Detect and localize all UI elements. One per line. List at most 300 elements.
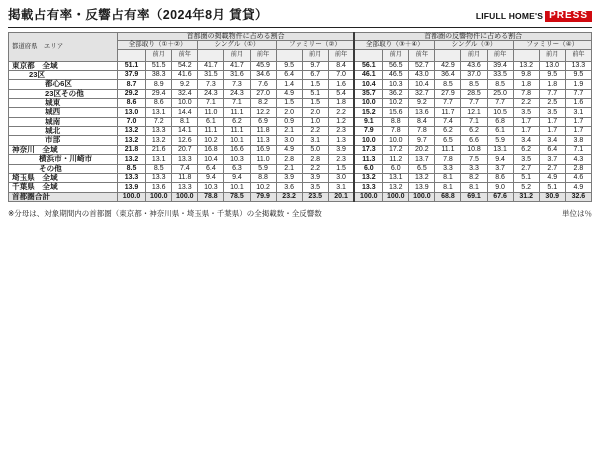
cell: 21.6 <box>146 145 172 154</box>
cell: 7.8 <box>435 155 461 164</box>
subheader-all-listing: 全部取り（①＋②） <box>117 41 198 49</box>
cell: 51.1 <box>117 61 145 70</box>
cell: 2.5 <box>539 99 565 108</box>
cell: 16.6 <box>224 145 250 154</box>
cell: 10.8 <box>461 145 487 154</box>
cell: 9.4 <box>224 173 250 182</box>
cell: 20.1 <box>328 192 354 201</box>
cell: 5.1 <box>302 89 328 98</box>
cell: 8.4 <box>409 117 435 126</box>
cell: 7.1 <box>461 117 487 126</box>
cell: 3.5 <box>302 183 328 192</box>
table-row <box>9 136 592 145</box>
row-label: 城東 <box>9 99 118 108</box>
subheader-single-listing: シングル（①） <box>198 41 276 49</box>
cell: 6.2 <box>461 127 487 136</box>
cell: 3.0 <box>276 136 302 145</box>
cell: 11.1 <box>224 127 250 136</box>
page-title: 掲載占有率・反響占有率（2024年8月 賃貸） <box>8 8 268 22</box>
cell: 1.7 <box>539 117 565 126</box>
yr-prev-month-6: 前月 <box>539 49 565 61</box>
cell: 15.2 <box>354 108 382 117</box>
cell: 2.1 <box>276 164 302 173</box>
cell: 13.3 <box>117 173 145 182</box>
cell: 7.7 <box>487 99 513 108</box>
cell: 5.2 <box>513 183 539 192</box>
cell: 11.0 <box>250 155 276 164</box>
cell: 1.8 <box>328 99 354 108</box>
cell: 14.4 <box>172 108 198 117</box>
cell: 6.4 <box>539 145 565 154</box>
cell: 3.0 <box>328 173 354 182</box>
cell: 13.3 <box>172 183 198 192</box>
cell: 45.9 <box>250 61 276 70</box>
cell: 4.9 <box>539 173 565 182</box>
cell: 7.1 <box>565 145 591 154</box>
cell: 2.2 <box>513 99 539 108</box>
table-row <box>9 108 592 117</box>
cell: 8.6 <box>117 99 145 108</box>
cell: 51.5 <box>146 61 172 70</box>
cell: 13.2 <box>409 173 435 182</box>
cell: 10.2 <box>198 136 224 145</box>
cell: 8.8 <box>250 173 276 182</box>
cell: 7.2 <box>146 117 172 126</box>
table-row <box>9 71 592 80</box>
row-label: 都心6区 <box>9 80 118 89</box>
cell: 6.5 <box>435 136 461 145</box>
yr-prev-year-2: 前年 <box>250 49 276 61</box>
cell: 5.4 <box>328 89 354 98</box>
cell: 8.5 <box>487 80 513 89</box>
cell: 29.4 <box>146 89 172 98</box>
cell: 11.8 <box>172 173 198 182</box>
brand-press-badge: PRESS <box>545 11 592 22</box>
yr-prev-month-5: 前月 <box>461 49 487 61</box>
cell: 1.5 <box>302 80 328 89</box>
cell: 3.3 <box>435 164 461 173</box>
cell: 3.7 <box>487 164 513 173</box>
cell: 24.3 <box>224 89 250 98</box>
cell: 7.1 <box>198 99 224 108</box>
cell: 8.2 <box>250 99 276 108</box>
cell: 6.9 <box>250 117 276 126</box>
cell: 3.6 <box>276 183 302 192</box>
yr-blank-2 <box>198 49 224 61</box>
cell: 3.7 <box>539 155 565 164</box>
cell: 13.2 <box>117 136 145 145</box>
cell: 78.5 <box>224 192 250 201</box>
cell: 30.9 <box>539 192 565 201</box>
cell: 13.2 <box>513 61 539 70</box>
cell: 1.4 <box>276 80 302 89</box>
cell: 100.0 <box>172 192 198 201</box>
yr-blank-6 <box>513 49 539 61</box>
cell: 37.0 <box>461 71 487 80</box>
corner-label: 都道府県 エリア <box>9 32 118 61</box>
cell: 25.0 <box>487 89 513 98</box>
table-row <box>9 61 592 70</box>
cell: 10.4 <box>354 80 382 89</box>
document-header <box>8 6 592 24</box>
table-row <box>9 145 592 154</box>
cell: 6.5 <box>409 164 435 173</box>
cell: 32.7 <box>409 89 435 98</box>
cell: 16.9 <box>250 145 276 154</box>
cell: 3.1 <box>328 183 354 192</box>
cell: 8.5 <box>461 80 487 89</box>
cell: 7.3 <box>224 80 250 89</box>
cell: 8.1 <box>172 117 198 126</box>
table-row <box>9 173 592 182</box>
table-row <box>9 80 592 89</box>
table-row <box>9 117 592 126</box>
cell: 1.5 <box>276 99 302 108</box>
yr-prev-month-3: 前月 <box>302 49 328 61</box>
cell: 36.2 <box>383 89 409 98</box>
cell: 0.9 <box>276 117 302 126</box>
cell: 36.4 <box>435 71 461 80</box>
table-row <box>9 192 592 201</box>
cell: 41.7 <box>224 61 250 70</box>
cell: 31.2 <box>513 192 539 201</box>
cell: 23.5 <box>302 192 328 201</box>
cell: 6.1 <box>198 117 224 126</box>
cell: 10.0 <box>354 136 382 145</box>
cell: 9.7 <box>302 61 328 70</box>
cell: 11.2 <box>383 155 409 164</box>
cell: 13.3 <box>146 127 172 136</box>
cell: 43.0 <box>409 71 435 80</box>
cell: 6.8 <box>487 117 513 126</box>
yr-prev-month-2: 前月 <box>224 49 250 61</box>
cell: 10.5 <box>487 108 513 117</box>
row-label: 23区その他 <box>9 89 118 98</box>
cell: 2.7 <box>513 164 539 173</box>
cell: 11.8 <box>250 127 276 136</box>
cell: 24.3 <box>198 89 224 98</box>
cell: 32.4 <box>172 89 198 98</box>
subheader-single-response: シングル（③） <box>435 41 513 49</box>
cell: 32.6 <box>565 192 591 201</box>
cell: 8.9 <box>146 80 172 89</box>
cell: 7.5 <box>461 155 487 164</box>
cell: 6.0 <box>354 164 382 173</box>
cell: 34.6 <box>250 71 276 80</box>
cell: 11.1 <box>435 145 461 154</box>
cell: 43.6 <box>461 61 487 70</box>
cell: 67.6 <box>487 192 513 201</box>
cell: 13.1 <box>487 145 513 154</box>
cell: 7.4 <box>172 164 198 173</box>
cell: 1.8 <box>539 80 565 89</box>
cell: 46.5 <box>383 71 409 80</box>
cell: 7.7 <box>435 99 461 108</box>
cell: 10.0 <box>172 99 198 108</box>
cell: 56.5 <box>383 61 409 70</box>
cell: 9.5 <box>565 71 591 80</box>
cell: 11.1 <box>198 127 224 136</box>
cell: 13.1 <box>383 173 409 182</box>
cell: 6.0 <box>383 164 409 173</box>
cell: 16.8 <box>198 145 224 154</box>
cell: 5.9 <box>487 136 513 145</box>
cell: 8.6 <box>487 173 513 182</box>
cell: 2.7 <box>539 164 565 173</box>
yr-prev-year-4: 前年 <box>409 49 435 61</box>
cell: 10.4 <box>198 155 224 164</box>
cell: 31.5 <box>198 71 224 80</box>
cell: 33.5 <box>487 71 513 80</box>
cell: 11.1 <box>224 108 250 117</box>
cell: 10.3 <box>198 183 224 192</box>
row-label: 城西 <box>9 108 118 117</box>
cell: 11.3 <box>354 155 382 164</box>
cell: 1.7 <box>539 127 565 136</box>
cell: 11.0 <box>198 108 224 117</box>
cell: 7.8 <box>513 89 539 98</box>
cell: 7.0 <box>328 71 354 80</box>
cell: 100.0 <box>409 192 435 201</box>
cell: 4.3 <box>565 155 591 164</box>
group-header-response: 首都圏の反響物件に占める割合 <box>354 32 591 41</box>
cell: 9.8 <box>513 71 539 80</box>
row-label: 城北 <box>9 127 118 136</box>
yr-prev-year-5: 前年 <box>487 49 513 61</box>
cell: 7.7 <box>565 89 591 98</box>
cell: 6.6 <box>461 136 487 145</box>
cell: 1.7 <box>513 127 539 136</box>
cell: 42.9 <box>435 61 461 70</box>
cell: 13.9 <box>409 183 435 192</box>
cell: 2.3 <box>328 127 354 136</box>
row-label: 市部 <box>9 136 118 145</box>
subheader-family-response: ファミリー（④） <box>513 41 591 49</box>
group-header-listing: 首都圏の掲載物件に占める割合 <box>117 32 354 41</box>
cell: 68.8 <box>435 192 461 201</box>
cell: 29.2 <box>117 89 145 98</box>
cell: 8.5 <box>146 164 172 173</box>
cell: 13.3 <box>565 61 591 70</box>
cell: 31.6 <box>224 71 250 80</box>
cell: 7.1 <box>224 99 250 108</box>
cell: 5.0 <box>302 145 328 154</box>
cell: 7.8 <box>383 127 409 136</box>
footnote: ※分母は、対象期間内の首都圏（東京都・神奈川県・埼玉県・千葉県）の全掲載数・全反響数 <box>8 208 322 218</box>
row-label: 城南 <box>9 117 118 126</box>
cell: 8.1 <box>435 173 461 182</box>
yr-prev-year-6: 前年 <box>565 49 591 61</box>
cell: 13.0 <box>117 108 145 117</box>
table-head <box>9 32 592 61</box>
cell: 17.2 <box>383 145 409 154</box>
cell: 13.2 <box>117 127 145 136</box>
row-label: 首都圏合計 <box>9 192 118 201</box>
cell: 13.6 <box>409 108 435 117</box>
cell: 8.5 <box>435 80 461 89</box>
cell: 6.2 <box>513 145 539 154</box>
row-label: 千葉県 全域 <box>9 183 118 192</box>
cell: 5.1 <box>539 183 565 192</box>
cell: 4.9 <box>276 89 302 98</box>
cell: 27.0 <box>250 89 276 98</box>
row-label: 横浜市・川崎市 <box>9 155 118 164</box>
cell: 3.1 <box>302 136 328 145</box>
cell: 46.1 <box>354 71 382 80</box>
cell: 12.2 <box>250 108 276 117</box>
cell: 2.0 <box>276 108 302 117</box>
cell: 2.2 <box>328 108 354 117</box>
cell: 52.7 <box>409 61 435 70</box>
cell: 2.1 <box>276 127 302 136</box>
cell: 3.5 <box>539 108 565 117</box>
table-row <box>9 99 592 108</box>
cell: 20.7 <box>172 145 198 154</box>
cell: 100.0 <box>354 192 382 201</box>
row-label: その他 <box>9 164 118 173</box>
cell: 6.4 <box>276 71 302 80</box>
yr-blank-3 <box>276 49 302 61</box>
cell: 6.2 <box>435 127 461 136</box>
cell: 79.9 <box>250 192 276 201</box>
cell: 2.8 <box>276 155 302 164</box>
cell: 78.8 <box>198 192 224 201</box>
cell: 3.1 <box>565 108 591 117</box>
yr-prev-year-3: 前年 <box>328 49 354 61</box>
yr-prev-month-1: 前月 <box>146 49 172 61</box>
cell: 7.9 <box>354 127 382 136</box>
cell: 13.9 <box>117 183 145 192</box>
cell: 3.9 <box>302 173 328 182</box>
cell: 9.4 <box>487 155 513 164</box>
subheader-family-listing: ファミリー（②） <box>276 41 354 49</box>
cell: 3.9 <box>276 173 302 182</box>
cell: 20.2 <box>409 145 435 154</box>
cell: 100.0 <box>117 192 145 201</box>
cell: 10.2 <box>383 99 409 108</box>
cell: 13.2 <box>117 155 145 164</box>
row-label: 神奈川 全域 <box>9 145 118 154</box>
table-footer <box>8 208 592 219</box>
cell: 11.3 <box>250 136 276 145</box>
cell: 8.4 <box>328 61 354 70</box>
cell: 5.1 <box>513 173 539 182</box>
cell: 2.2 <box>302 127 328 136</box>
cell: 13.0 <box>539 61 565 70</box>
cell: 1.6 <box>328 80 354 89</box>
brand-logo <box>476 6 592 24</box>
cell: 28.5 <box>461 89 487 98</box>
cell: 100.0 <box>146 192 172 201</box>
cell: 1.7 <box>513 117 539 126</box>
cell: 39.4 <box>487 61 513 70</box>
cell: 13.3 <box>172 155 198 164</box>
cell: 10.1 <box>224 136 250 145</box>
table-row <box>9 183 592 192</box>
cell: 1.6 <box>565 99 591 108</box>
cell: 9.4 <box>198 173 224 182</box>
cell: 8.7 <box>117 80 145 89</box>
row-label: 東京都 全域 <box>9 61 118 70</box>
cell: 2.0 <box>302 108 328 117</box>
cell: 35.7 <box>354 89 382 98</box>
group-header-row <box>9 32 592 41</box>
cell: 4.6 <box>565 173 591 182</box>
cell: 7.7 <box>539 89 565 98</box>
cell: 6.1 <box>487 127 513 136</box>
cell: 41.6 <box>172 71 198 80</box>
cell: 7.0 <box>117 117 145 126</box>
cell: 13.1 <box>146 108 172 117</box>
cell: 14.1 <box>172 127 198 136</box>
cell: 2.8 <box>302 155 328 164</box>
unit-label: 単位は％ <box>562 208 592 218</box>
table-row <box>9 127 592 136</box>
cell: 3.4 <box>513 136 539 145</box>
cell: 21.8 <box>117 145 145 154</box>
cell: 11.7 <box>435 108 461 117</box>
cell: 1.8 <box>513 80 539 89</box>
table-body <box>9 61 592 201</box>
row-label: 埼玉県 全域 <box>9 173 118 182</box>
cell: 8.1 <box>461 183 487 192</box>
cell: 9.2 <box>172 80 198 89</box>
yr-blank-5 <box>435 49 461 61</box>
cell: 12.1 <box>461 108 487 117</box>
cell: 3.5 <box>513 155 539 164</box>
brand-name: LIFULL HOME'S <box>475 11 544 21</box>
cell: 56.1 <box>354 61 382 70</box>
table-row <box>9 164 592 173</box>
cell: 1.9 <box>565 80 591 89</box>
cell: 10.3 <box>383 80 409 89</box>
cell: 9.5 <box>276 61 302 70</box>
cell: 3.3 <box>461 164 487 173</box>
subheader-all-response: 全部取り（③＋④） <box>354 41 435 49</box>
cell: 3.4 <box>539 136 565 145</box>
header-divider <box>8 27 592 28</box>
cell: 10.0 <box>383 136 409 145</box>
cell: 9.1 <box>354 117 382 126</box>
cell: 8.5 <box>117 164 145 173</box>
cell: 1.2 <box>328 117 354 126</box>
yr-blank-1 <box>117 49 145 61</box>
cell: 27.9 <box>435 89 461 98</box>
cell: 4.9 <box>276 145 302 154</box>
cell: 8.2 <box>461 173 487 182</box>
yr-blank-4 <box>354 49 382 61</box>
yr-prev-month-4: 前月 <box>383 49 409 61</box>
cell: 41.7 <box>198 61 224 70</box>
cell: 6.4 <box>198 164 224 173</box>
table-row <box>9 89 592 98</box>
cell: 6.3 <box>224 164 250 173</box>
cell: 100.0 <box>383 192 409 201</box>
cell: 1.0 <box>302 117 328 126</box>
cell: 6.7 <box>302 71 328 80</box>
cell: 9.2 <box>409 99 435 108</box>
cell: 2.8 <box>565 164 591 173</box>
cell: 13.2 <box>383 183 409 192</box>
cell: 23.2 <box>276 192 302 201</box>
cell: 13.2 <box>354 173 382 182</box>
cell: 13.3 <box>146 173 172 182</box>
cell: 10.2 <box>250 183 276 192</box>
row-label: 23区 <box>9 71 118 80</box>
cell: 2.3 <box>328 155 354 164</box>
cell: 38.3 <box>146 71 172 80</box>
cell: 10.0 <box>354 99 382 108</box>
